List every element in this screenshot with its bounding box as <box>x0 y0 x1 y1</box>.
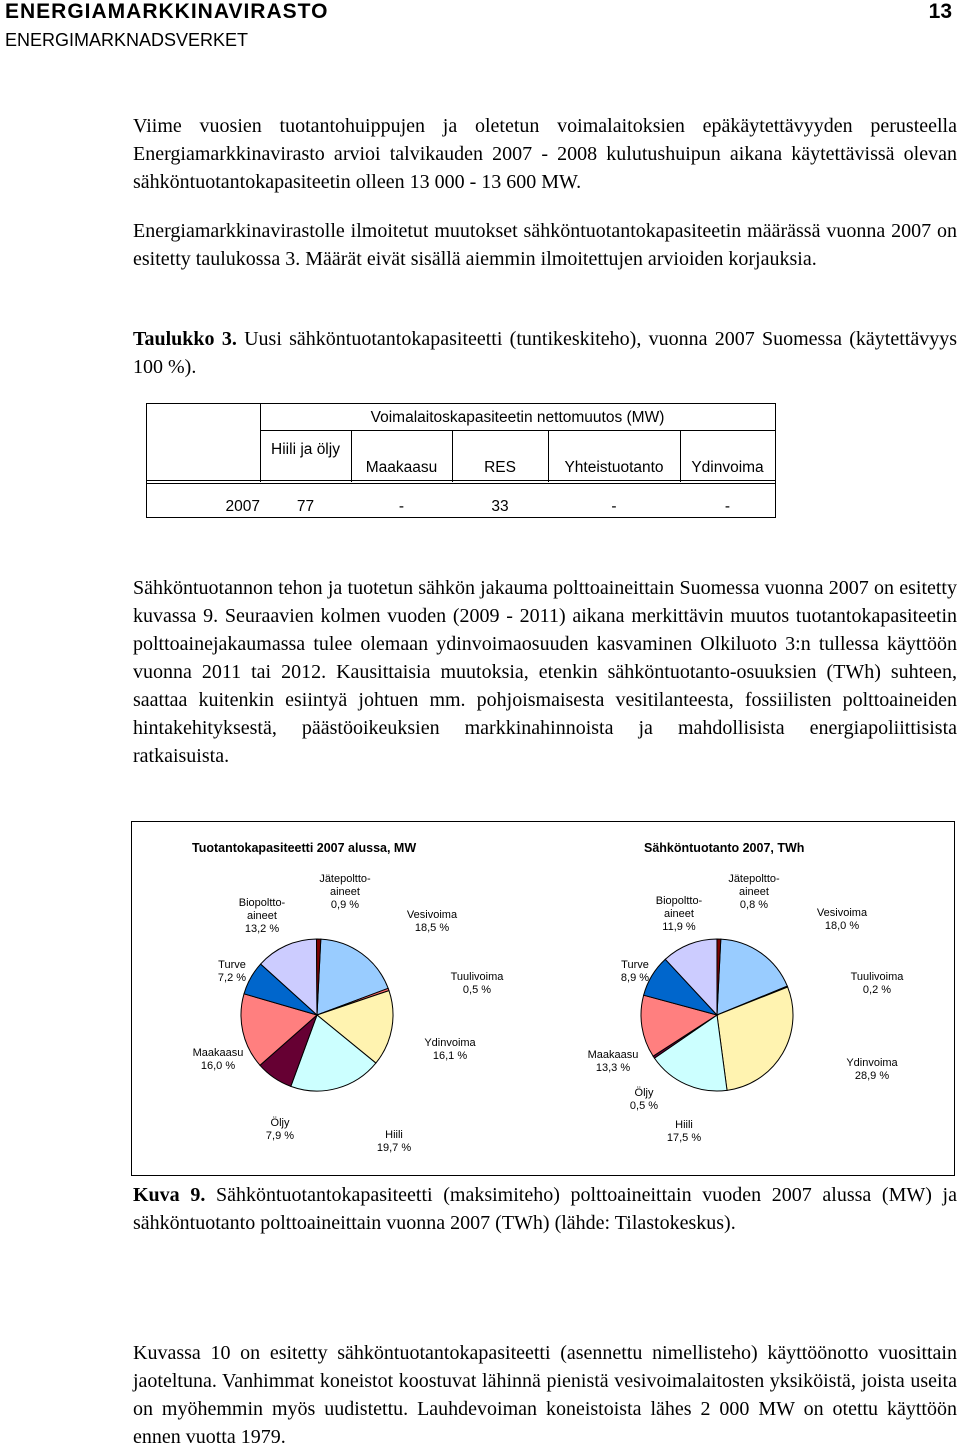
slice-label: Öljy 7,9 % <box>265 1117 295 1142</box>
table-cell: 33 <box>491 498 509 515</box>
document-header-subtitle: ENERGIMARKNADSVERKET <box>5 30 249 50</box>
paragraph-capacity-estimate: Viime vuosien tuotantohuippujen ja oletetun voimalaitoksien epäkäytettävyyden perusteella Energiamarkkinavirasto arvioi talvikauden 2007 - 2008 kulutushuipun aikana käytettävissä olevan sähköntuotantokapasiteetin olleen 13 000 - 13 600 MW. <box>133 115 957 193</box>
document-header-title: ENERGIAMARKKINAVIRASTO <box>5 0 329 23</box>
slice-label: Biopoltto-aineet 13,2 % <box>238 897 286 935</box>
slice-label: Ydinvoima 28,9 % <box>846 1057 898 1082</box>
pie-charts <box>132 822 953 1174</box>
slice-label: Biopoltto-aineet 11,9 % <box>655 895 703 933</box>
chart-title: Sähköntuotanto 2007, TWh <box>644 841 805 855</box>
figure-9 <box>131 821 955 1176</box>
table-group-header: Voimalaitoskapasiteetin nettomuutos (MW) <box>370 409 665 426</box>
slice-label: Vesivoima 18,0 % <box>816 907 868 932</box>
chart-title: Tuotantokapasiteetti 2007 alussa, MW <box>192 841 417 855</box>
paragraph-commissioning: Kuvassa 10 on esitetty sähköntuotantokapasiteetti (asennettu nimellisteho) käyttöönotto vuosittain jaoteltuna. Vanhimmat koneistot koostuvat lähinnä pienistä vesivoimalaitosten yksiköistä, joista useita on myöhemmin myös uudistettu. Lauhdevoiman koneistoista lähes 2 000 MW on otettu käyttöön ennen vuotta 1979. <box>133 1342 957 1448</box>
slice-label: Tuulivoima 0,2 % <box>850 971 904 996</box>
figure-caption-text: Sähköntuotantokapasiteetti (maksimiteho) polttoaineittain vuoden 2007 alussa (MW) ja sähköntuotanto polttoaineittain vuonna 2007 (TWh) (lähde: Tilastokeskus). <box>133 1184 957 1234</box>
table-caption-text: Uusi sähköntuotantokapasiteetti (tuntikeskiteho), vuonna 2007 Suomessa (käytettävyys 100 %). <box>133 328 957 378</box>
table-caption-label: Taulukko 3. <box>133 328 237 350</box>
slice-label: Öljy 0,5 % <box>629 1087 659 1112</box>
table-col-header: Hiili ja öljy <box>271 441 340 458</box>
table-col-header: Maakaasu <box>365 459 438 476</box>
slice-label: Turve 7,2 % <box>217 959 247 984</box>
slice-label: Hiili 19,7 % <box>376 1129 412 1154</box>
slice-label: Maakaasu 16,0 % <box>192 1047 244 1072</box>
table-col-header: RES <box>484 459 516 476</box>
slice-label: Vesivoima 18,5 % <box>406 909 458 934</box>
slice-label: Turve 8,9 % <box>620 959 650 984</box>
slice-label: Jätepoltto-aineet 0,8 % <box>728 873 780 911</box>
slice-label: Hiili 17,5 % <box>666 1119 702 1144</box>
table-row-year: 2007 <box>225 498 260 515</box>
figure-caption <box>133 1181 957 1237</box>
table-col-header: Yhteistuotanto <box>564 459 664 476</box>
table-caption <box>133 325 957 381</box>
table-cell: - <box>611 498 617 515</box>
slice-label: Ydinvoima 16,1 % <box>424 1037 476 1062</box>
paragraph-distribution: Sähköntuotannon tehon ja tuotetun sähkön jakauma polttoaineittain Suomessa vuonna 2007 on esitetty kuvassa 9. Seuraavien kolmen vuoden (2009 - 2011) aikana merkittävin muutos tuotantokapasiteetin polttoainejakaumassa tulee olemaan ydinvoimaosuuden kasvaminen Olkiluoto 3:n tullessa käyttöön vuonna 2011 tai 2012. Kausittaisia muutoksia, etenkin sähköntuotanto-osuuksien (TWh) suhteen, saattaa kuitenkin esiintyä johtuen mm. pohjoismaisesta vesitilanteesta, fossiilisten polttoaineiden hintakehityksestä, päästöoikeuksien markkinahinnoista ja mahdollisista energiapoliittisista ratkaisuista. <box>133 577 957 767</box>
capacity-change-table <box>146 403 776 518</box>
slice-label: Jätepoltto-aineet 0,9 % <box>319 873 371 911</box>
table-col-header: Ydinvoima <box>691 459 764 476</box>
table-cell: - <box>724 498 731 515</box>
table-cell: - <box>398 498 405 515</box>
table-cell: 77 <box>296 498 315 515</box>
slice-label: Maakaasu 13,3 % <box>587 1049 639 1074</box>
slice-label: Tuulivoima 0,5 % <box>450 971 504 996</box>
paragraph-reported-changes: Energiamarkkinavirastolle ilmoitetut muutokset sähköntuotantokapasiteetin määrässä vuonna 2007 on esitetty taulukossa 3. Määrät eivät sisällä aiemmin ilmoitettujen arvioiden korjauksia. <box>133 220 957 270</box>
page-number: 13 <box>928 0 952 23</box>
figure-caption-label: Kuva 9. <box>133 1184 206 1206</box>
